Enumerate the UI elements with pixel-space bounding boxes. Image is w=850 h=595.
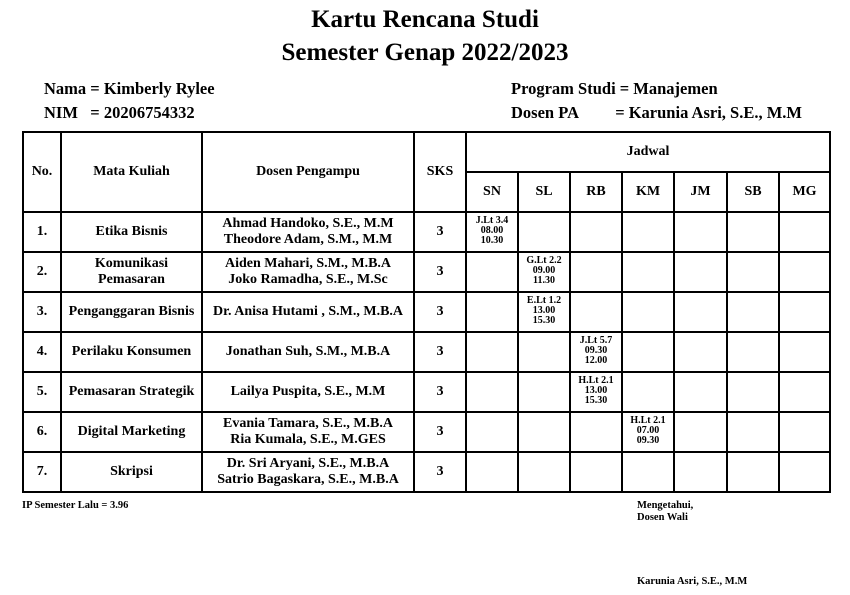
course-name <box>61 212 202 252</box>
schedule-cell <box>622 452 674 492</box>
schedule-cell <box>622 252 674 292</box>
schedule-cell <box>466 212 518 252</box>
schedule-cell <box>727 372 779 412</box>
schedule-cell <box>570 212 622 252</box>
credit-units: 3 <box>414 212 466 252</box>
schedule-cell <box>466 292 518 332</box>
course-name-line: Pemasaran <box>98 272 165 287</box>
schedule-cell <box>779 252 830 292</box>
schedule-cell <box>727 332 779 372</box>
schedule-line: 13.00 <box>532 305 556 316</box>
schedule-cell <box>466 252 518 292</box>
schedule-cell <box>466 412 518 452</box>
row-number: 4. <box>23 332 61 372</box>
day-header: JM <box>674 172 727 212</box>
signer-name: Karunia Asri, S.E., M.M <box>637 576 748 587</box>
schedule-cell <box>674 372 727 412</box>
course-name-line: Skripsi <box>110 464 153 479</box>
schedule-cell <box>570 372 622 412</box>
course-name <box>61 292 202 332</box>
schedule-cell <box>779 452 830 492</box>
schedule-cell <box>727 412 779 452</box>
course-name-line: Digital Marketing <box>77 424 186 439</box>
schedule-cell <box>674 412 727 452</box>
ip-semester: IP Semester Lalu = 3.96 <box>22 500 129 511</box>
schedule-cell <box>727 292 779 332</box>
schedule-cell <box>779 372 830 412</box>
schedule-cell <box>674 212 727 252</box>
table-row <box>23 332 830 372</box>
mengetahui-label: Mengetahui, <box>637 500 694 511</box>
student-name: Nama = Kimberly Rylee <box>44 79 215 98</box>
page-title: Kartu Rencana Studi <box>311 6 539 33</box>
schedule-cell <box>622 412 674 452</box>
lecturers <box>202 212 414 252</box>
course-name <box>61 252 202 292</box>
day-header: KM <box>622 172 674 212</box>
course-name-line: Perilaku Konsumen <box>71 344 192 359</box>
day-header: SL <box>518 172 570 212</box>
schedule-line: 09.00 <box>532 265 556 276</box>
course-name <box>61 412 202 452</box>
row-number: 7. <box>23 452 61 492</box>
credit-units: 3 <box>414 252 466 292</box>
schedule-cell <box>570 252 622 292</box>
table-row <box>23 252 830 292</box>
lecturer-name: Dr. Sri Aryani, S.E., M.B.A <box>226 456 390 471</box>
lecturer-name: Theodore Adam, S.M., M.M <box>223 232 393 247</box>
lecturers <box>202 292 414 332</box>
schedule-cell <box>570 452 622 492</box>
lecturer-name: Jonathan Suh, S.M., M.B.A <box>225 344 391 359</box>
schedule-line: 15.30 <box>532 315 556 326</box>
lecturers <box>202 452 414 492</box>
schedule-cell <box>570 332 622 372</box>
header-mata-kuliah: Mata Kuliah <box>61 132 202 212</box>
schedule-cell <box>779 212 830 252</box>
table-row <box>23 292 830 332</box>
header-sks: SKS <box>414 132 466 212</box>
study-program: Program Studi = Manajemen <box>511 79 718 98</box>
schedule-line: J.Lt 3.4 <box>475 215 509 226</box>
schedule-cell <box>727 212 779 252</box>
row-number: 6. <box>23 412 61 452</box>
day-header: MG <box>779 172 830 212</box>
schedule-cell <box>779 412 830 452</box>
schedule-line: 09.30 <box>636 435 660 446</box>
schedule-cell <box>570 292 622 332</box>
credit-units: 3 <box>414 332 466 372</box>
lecturer-name: Dr. Anisa Hutami , S.M., M.B.A <box>212 304 404 319</box>
course-name-line: Penganggaran Bisnis <box>68 304 195 319</box>
schedule-cell <box>466 372 518 412</box>
schedule-line: 12.00 <box>584 355 608 366</box>
table-row <box>23 412 830 452</box>
schedule-cell <box>622 212 674 252</box>
schedule-cell <box>518 212 570 252</box>
day-header: SB <box>727 172 779 212</box>
schedule-line: 07.00 <box>636 425 660 436</box>
schedule-cell <box>518 252 570 292</box>
lecturer-name: Satrio Bagaskara, S.E., M.B.A <box>217 472 399 487</box>
schedule-cell <box>622 372 674 412</box>
lecturer-name: Joko Ramadha, S.E., M.Sc <box>228 272 388 287</box>
course-name-line: Komunikasi <box>94 256 169 271</box>
schedule-cell <box>518 372 570 412</box>
credit-units: 3 <box>414 292 466 332</box>
dosen-wali-label: Dosen Wali <box>637 512 688 523</box>
schedule-cell <box>674 252 727 292</box>
lecturer-name: Aiden Mahari, S.M., M.B.A <box>224 256 392 271</box>
course-name <box>61 332 202 372</box>
schedule-line: G.Lt 2.2 <box>526 255 562 266</box>
credit-units: 3 <box>414 412 466 452</box>
schedule-cell <box>518 452 570 492</box>
schedule-cell <box>674 452 727 492</box>
page-subtitle: Semester Genap 2022/2023 <box>281 39 569 66</box>
schedule-cell <box>779 332 830 372</box>
credit-units: 3 <box>414 372 466 412</box>
schedule-cell <box>518 332 570 372</box>
header-jadwal: Jadwal <box>466 132 830 172</box>
schedule-cell <box>727 452 779 492</box>
schedule-cell <box>674 292 727 332</box>
course-name <box>61 452 202 492</box>
schedule-line: 15.30 <box>584 395 608 406</box>
schedule-line: E.Lt 1.2 <box>526 295 562 306</box>
table-row <box>23 372 830 412</box>
schedule-cell <box>466 452 518 492</box>
course-name-line: Etika Bisnis <box>95 224 168 239</box>
schedule-cell <box>518 292 570 332</box>
schedule-cell <box>466 332 518 372</box>
schedule-line: H.Lt 2.1 <box>578 375 614 386</box>
lecturers <box>202 252 414 292</box>
lecturer-name: Lailya Puspita, S.E., M.M <box>230 384 386 399</box>
day-header: SN <box>466 172 518 212</box>
schedule-cell <box>779 292 830 332</box>
schedule-cell <box>570 412 622 452</box>
schedule-cell <box>674 332 727 372</box>
course-name-line: Pemasaran Strategik <box>68 384 195 399</box>
lecturer-name: Ria Kumala, S.E., M.GES <box>230 432 386 447</box>
schedule-cell <box>518 412 570 452</box>
lecturers <box>202 412 414 452</box>
student-nim: NIM = 20206754332 <box>44 103 195 122</box>
schedule-line: 13.00 <box>584 385 608 396</box>
schedule-cell <box>622 332 674 372</box>
schedule-line: H.Lt 2.1 <box>630 415 666 426</box>
lecturer-name: Ahmad Handoko, S.E., M.M <box>222 216 394 231</box>
row-number: 3. <box>23 292 61 332</box>
academic-advisor: Dosen PA = Karunia Asri, S.E., M.M <box>511 103 802 122</box>
header-no: No. <box>23 132 61 212</box>
lecturers <box>202 372 414 412</box>
course-name <box>61 372 202 412</box>
lecturers <box>202 332 414 372</box>
schedule-line: 09.30 <box>584 345 608 356</box>
day-header: RB <box>570 172 622 212</box>
schedule-line: 10.30 <box>480 235 504 246</box>
credit-units: 3 <box>414 452 466 492</box>
schedule-line: 11.30 <box>533 275 555 286</box>
schedule-cell <box>727 252 779 292</box>
row-number: 2. <box>23 252 61 292</box>
table-row <box>23 212 830 252</box>
schedule-line: 08.00 <box>480 225 504 236</box>
schedule-cell <box>622 292 674 332</box>
header-dosen-pengampu: Dosen Pengampu <box>202 132 414 212</box>
schedule-line: J.Lt 5.7 <box>579 335 613 346</box>
row-number: 1. <box>23 212 61 252</box>
table-row <box>23 452 830 492</box>
lecturer-name: Evania Tamara, S.E., M.B.A <box>223 416 393 431</box>
row-number: 5. <box>23 372 61 412</box>
krs-table <box>22 131 831 493</box>
